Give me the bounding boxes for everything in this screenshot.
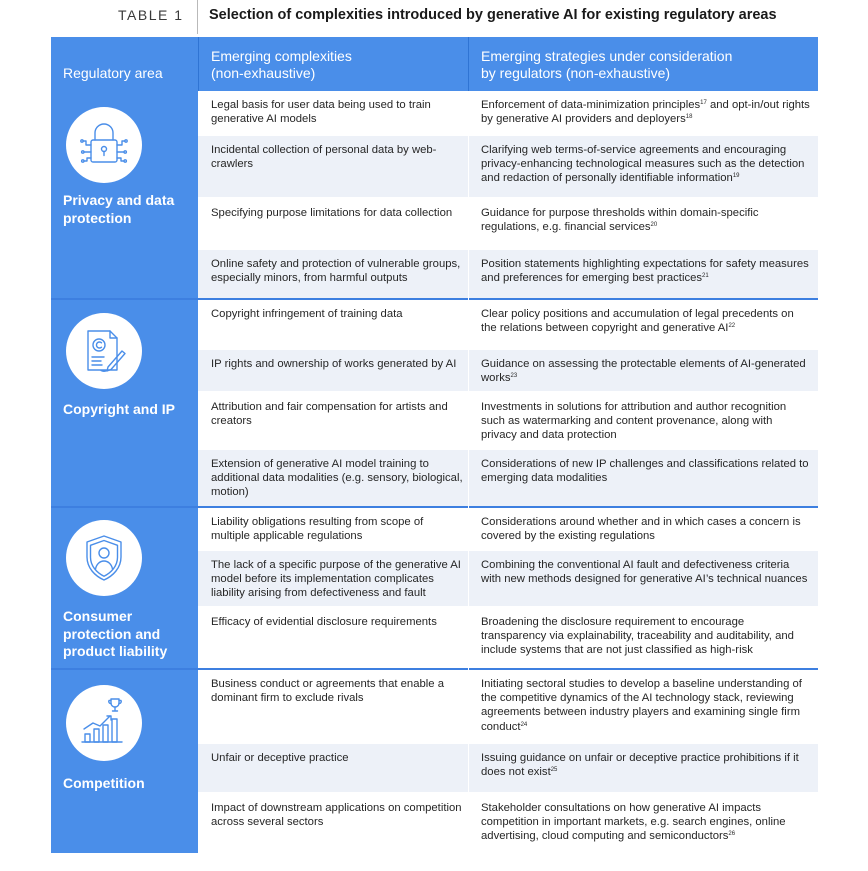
strategy-cell: [481, 357, 811, 385]
header-regulatory-area: [51, 37, 198, 91]
complexity-cell: IP rights and ownership of works generated by AI: [211, 358, 457, 370]
shield-person-icon: [66, 520, 142, 596]
table-row: [198, 350, 818, 391]
strategy-cell: Broadening the disclosure requirement to encourage transparency via explainability, traceability and auditability, and include systems that are not just classified as high-risk: [481, 616, 794, 657]
strategy-cell: Combining the conventional AI fault and defectiveness criteria with new methods designed for generative AI’s technical nuances: [481, 559, 808, 586]
header-emerging-complexities: [198, 37, 468, 91]
strategy-text: Clarifying web terms-of-service agreements and encouraging privacy-enhancing technological measures such as the detection and redaction of personally identifiable information: [481, 144, 805, 185]
table-row: [198, 551, 818, 606]
strategy-text: Enforcement of data-minimization principles: [481, 99, 701, 111]
complexity-cell: Business conduct or agreements that enable a dominant firm to exclude rivals: [211, 678, 444, 705]
footnote-ref: 24: [520, 721, 528, 728]
group-label-privacy: Privacy and data protection: [63, 192, 175, 226]
complexity-cell: Impact of downstream applications on competition across several sectors: [211, 802, 462, 829]
strategy-text: and opt-in/out rights by generative AI providers and deployers: [481, 99, 810, 126]
strategy-cell: Considerations around whether and in which cases a concern is covered by the existing regulations: [481, 516, 801, 543]
group-competition: [51, 670, 198, 853]
table-row: [198, 608, 818, 668]
strategy-text: Guidance for purpose thresholds within domain-specific regulations, e.g. financial services: [481, 207, 759, 234]
complexity-cell: Copyright infringement of training data: [211, 308, 403, 320]
table-row: [198, 91, 818, 134]
strategy-cell: [481, 801, 811, 844]
header-complexities-line1: Emerging complexities: [211, 48, 352, 64]
column-divider: [468, 91, 469, 853]
title-divider: [197, 0, 198, 34]
table-row: [198, 508, 818, 549]
complexity-cell: Legal basis for user data being used to train generative AI models: [211, 99, 431, 126]
footnote-ref: 20: [650, 222, 658, 229]
strategy-text: Clear policy positions and accumulation of legal precedents on the relations between copyright and generative AI: [481, 308, 794, 335]
footnote-ref: 19: [732, 173, 740, 180]
header-strategies-line2: by regulators (non-exhaustive): [481, 65, 671, 81]
strategy-text: Issuing guidance on unfair or deceptive practice prohibitions if it does not exist: [481, 752, 799, 779]
trophy-bar-chart-icon: [66, 685, 142, 761]
strategy-cell: [481, 677, 811, 734]
strategy-cell: [481, 206, 811, 234]
table-title-bar: [0, 0, 868, 36]
strategy-cell: [481, 751, 811, 779]
footnote-ref: 23: [510, 373, 518, 380]
table-row: [198, 670, 818, 742]
table-row: [198, 794, 818, 853]
complexity-cell: Online safety and protection of vulnerable groups, especially minors, from harmful outputs: [211, 258, 461, 285]
complexity-cell: Attribution and fair compensation for artists and creators: [211, 401, 448, 428]
footnote-ref: 22: [728, 323, 736, 330]
table-row: [198, 744, 818, 792]
strategy-cell: Investments in solutions for attribution and author recognition such as watermarking and content provenance, along with privacy and data protection: [481, 401, 787, 442]
group-privacy: [51, 91, 198, 298]
strategy-text: Guidance on assessing the protectable elements of AI-generated works: [481, 358, 806, 385]
header-area-label: Regulatory area: [63, 65, 163, 81]
header-emerging-strategies: [468, 37, 818, 91]
footnote-ref: 17: [700, 100, 707, 106]
table-row: [198, 300, 818, 348]
group-label-consumer-protection: Consumer protection and product liability: [63, 608, 168, 659]
table-row: [198, 136, 818, 197]
table-row: [198, 393, 818, 448]
complexity-cell: Specifying purpose limitations for data collection: [211, 207, 453, 219]
strategy-text: Initiating sectoral studies to develop a baseline understanding of the competitive dynamics of the AI technology stack, reviewing agreements between industry players and examining single firm conduct: [481, 678, 802, 733]
complexity-cell: Efficacy of evidential disclosure requirements: [211, 616, 437, 628]
strategy-cell: Considerations of new IP challenges and classifications related to emerging data modalities: [481, 458, 809, 485]
copyright-document-pen-icon: [66, 313, 142, 389]
group-consumer-protection: [51, 508, 198, 668]
strategy-text: Stakeholder consultations on how generative AI impacts competition in important markets, e.g. search engines, online advertising, cloud computing and semiconductors: [481, 802, 786, 843]
footnote-ref: 25: [550, 767, 558, 774]
header-complexities-line2: (non-exhaustive): [211, 65, 316, 81]
complexity-cell: Incidental collection of personal data by web-crawlers: [211, 144, 437, 171]
strategy-text: Position statements highlighting expectations for safety measures and preferences for emerging best practices: [481, 258, 809, 285]
table-row: [198, 250, 818, 298]
strategy-cell: [481, 98, 811, 126]
complexity-cell: Unfair or deceptive practice: [211, 752, 349, 764]
complexity-cell: Extension of generative AI model training to additional data modalities (e.g. sensory, biological, motion): [211, 458, 463, 499]
table-number: TABLE 1: [118, 7, 184, 23]
header-strategies-line1: Emerging strategies under consideration: [481, 48, 733, 64]
strategy-cell: [481, 143, 811, 186]
regulatory-table: [51, 37, 818, 853]
table-row: [198, 199, 818, 248]
footnote-ref: 26: [728, 831, 736, 838]
footnote-ref: 21: [702, 273, 709, 280]
complexity-cell: The lack of a specific purpose of the generative AI model before its implementation complicates liability arising from defectiveness and fault: [211, 559, 461, 600]
strategy-cell: [481, 307, 811, 335]
strategy-cell: [481, 257, 811, 285]
padlock-circuit-icon: [66, 107, 142, 183]
complexity-cell: Liability obligations resulting from scope of multiple applicable regulations: [211, 516, 424, 543]
group-label-competition: Competition: [63, 775, 145, 791]
table-row: [198, 450, 818, 506]
table-title: Selection of complexities introduced by generative AI for existing regulatory areas: [209, 7, 777, 23]
footnote-ref: 18: [685, 114, 693, 121]
group-copyright: [51, 300, 198, 506]
group-label-copyright: Copyright and IP: [63, 401, 175, 417]
